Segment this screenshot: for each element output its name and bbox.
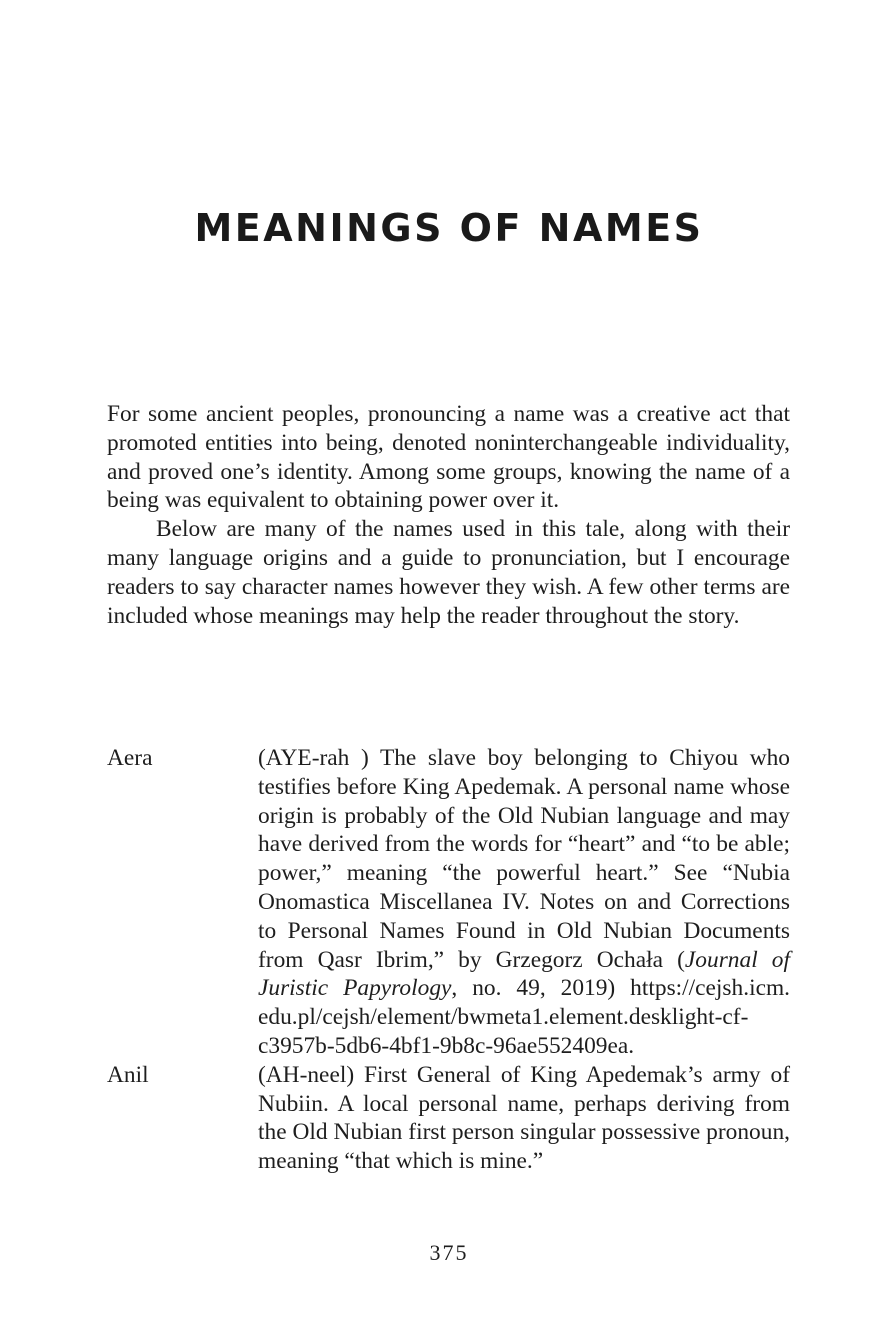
glossary-list bbox=[107, 744, 790, 1176]
glossary-definition: (AH-neel) First General of King Apedemak’s army of Nubiin. A local personal name, perhaps deriving from the Old Nubian first person singular possessive pronoun, meaning “that which is mine.” bbox=[258, 1061, 790, 1175]
definition-text: , no. 49, 2019) https://cejsh.icm.​edu.pl/cejsh/element/bwmeta1.element.desklight-cf-​c3957b-5db6-4bf1-9b8c-96ae552409ea. bbox=[258, 975, 790, 1059]
glossary-entry bbox=[107, 1061, 790, 1176]
intro-paragraph-1: For some ancient peoples, pronouncing a name was a creative act that promoted entities into being, denoted noninterchangeable individuality, and proved one’s identity. Among some groups, knowing the name of a being was equivalent to obtaining power over it. bbox=[107, 401, 790, 514]
definition-text: (AYE-rah ) The slave boy belonging to Chiyou who testifies before King Apedemak. A personal name whose origin is probably of the Old Nubian language and may have derived from the words for “heart” and “to be able; power,” meaning “the powerful heart.” See “Nubia Onomastica Miscellanea IV. Notes on and Corrections to Personal Names Found in Old Nubian Documents from Qasr Ibrim,” by Grzegorz Ochała ( bbox=[258, 745, 790, 973]
page-number: 375 bbox=[429, 1240, 469, 1265]
intro-text bbox=[107, 400, 790, 630]
journal-title: Journal of Juristic Papyrology bbox=[258, 946, 790, 1002]
glossary-definition bbox=[258, 744, 790, 1061]
glossary-term: Anil bbox=[107, 1061, 149, 1088]
page-title: MEANINGS OF NAMES bbox=[194, 206, 704, 250]
glossary-entry bbox=[107, 744, 790, 1061]
intro-paragraph-2: Below are many of the names used in this tale, along with their many language origins and a guide to pronunciation, but I encourage readers to say character names however they wish. A few other terms are included whose meanings may help the reader throughout the story. bbox=[107, 516, 790, 629]
glossary-term: Aera bbox=[107, 745, 153, 771]
